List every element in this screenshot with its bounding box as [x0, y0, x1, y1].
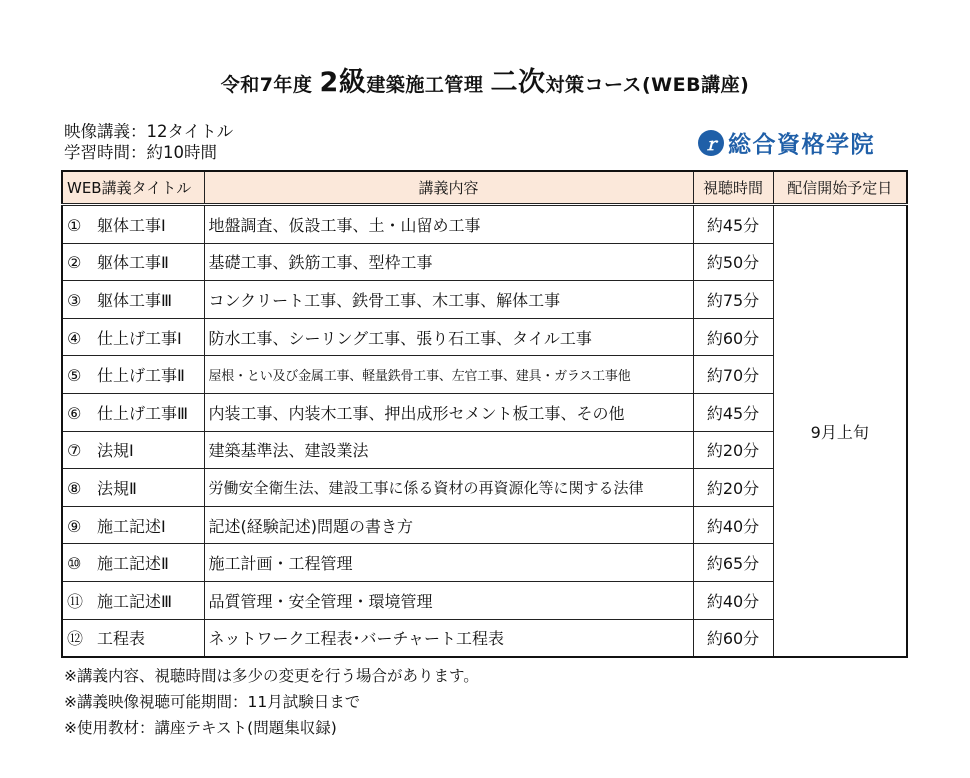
course-table: [61, 170, 908, 658]
row-number: ⑤: [67, 366, 82, 386]
note-item: ※講義内容、視聴時間は多少の変更を行う場合があります。: [64, 667, 479, 685]
row-content: ネットワーク工程表･バーチャート工程表: [204, 619, 693, 657]
header-title: WEB講義タイトル: [62, 171, 204, 205]
row-duration: 約50分: [693, 243, 773, 281]
logo-mark-icon: ｒ: [698, 130, 724, 156]
row-number: ⑨: [67, 516, 82, 536]
row-title: 躯体工事Ⅱ: [97, 253, 169, 273]
row-number: ⑩: [67, 554, 82, 574]
title-prefix: 令和7年度: [220, 74, 320, 96]
row-title: 仕上げ工事Ⅰ: [97, 328, 182, 348]
row-duration: 約65分: [693, 544, 773, 582]
row-content: 施工計画・工程管理: [204, 544, 693, 582]
table-row: [62, 205, 907, 244]
row-title: 仕上げ工事Ⅲ: [97, 403, 189, 423]
header-content: 講義内容: [204, 171, 693, 205]
row-title: 施工記述Ⅱ: [97, 554, 169, 574]
row-number: ⑪: [67, 591, 84, 611]
header-schedule: 配信開始予定日: [773, 171, 907, 205]
title-exam: 二次: [490, 67, 546, 98]
row-duration: 約20分: [693, 469, 773, 507]
row-duration: 約75分: [693, 281, 773, 319]
note-item: ※講義映像視聴可能期間：11月試験日まで: [64, 693, 361, 711]
page-title: [0, 60, 970, 99]
row-content: 防水工事、シーリング工事、張り石工事、タイル工事: [204, 318, 693, 356]
row-duration: 約20分: [693, 431, 773, 469]
course-info: [64, 121, 233, 163]
logo-name: 総合資格学院: [728, 132, 875, 158]
row-duration: 約40分: [693, 506, 773, 544]
row-title: 躯体工事Ⅲ: [97, 290, 173, 310]
row-number: ⑦: [67, 441, 82, 461]
row-duration: 約70分: [693, 356, 773, 394]
row-title: 法規Ⅰ: [97, 441, 134, 461]
schedule-cell: 9月上旬: [773, 205, 907, 658]
row-title: 施工記述Ⅰ: [97, 516, 166, 536]
title-grade: 2級: [319, 67, 367, 98]
row-duration: 約60分: [693, 619, 773, 657]
row-number: ③: [67, 290, 82, 310]
row-content: 記述(経験記述)問題の書き方: [204, 506, 693, 544]
lecture-count: 映像講義：12タイトル: [64, 122, 234, 141]
row-number: ②: [67, 253, 82, 273]
row-title: 工程表: [97, 629, 146, 649]
row-content: 基礎工事、鉄筋工事、型枠工事: [204, 243, 693, 281]
row-title: 躯体工事Ⅰ: [97, 215, 166, 235]
note-item: ※使用教材：講座テキスト(問題集収録): [64, 719, 337, 737]
school-logo: [698, 126, 875, 159]
row-duration: 約45分: [693, 205, 773, 244]
title-mid: 建築施工管理: [366, 74, 491, 96]
row-content: 地盤調査、仮設工事、土・山留め工事: [204, 205, 693, 244]
row-title: 仕上げ工事Ⅱ: [97, 366, 185, 386]
row-duration: 約45分: [693, 393, 773, 431]
row-number: ⑫: [67, 629, 84, 649]
row-duration: 約40分: [693, 581, 773, 619]
row-content: コンクリート工事、鉄骨工事、木工事、解体工事: [204, 281, 693, 319]
row-content: 労働安全衛生法、建設工事に係る資材の再資源化等に関する法律: [204, 469, 693, 507]
row-number: ①: [67, 215, 82, 235]
row-number: ⑧: [67, 478, 82, 498]
row-number: ⑥: [67, 403, 82, 423]
study-time: 学習時間：約10時間: [64, 143, 217, 162]
row-content: 品質管理・安全管理・環境管理: [204, 581, 693, 619]
header-duration: 視聴時間: [693, 171, 773, 205]
table-header-row: [62, 171, 907, 205]
footnotes: [64, 663, 479, 741]
row-title: 法規Ⅱ: [97, 478, 137, 498]
row-content: 内装工事、内装木工事、押出成形セメント板工事、その他: [204, 393, 693, 431]
title-suffix: 対策コース(WEB講座): [545, 74, 750, 96]
row-content: 屋根・とい及び金属工事、軽量鉄骨工事、左官工事、建具・ガラス工事他: [204, 356, 693, 394]
row-title: 施工記述Ⅲ: [97, 591, 173, 611]
row-duration: 約60分: [693, 318, 773, 356]
row-content: 建築基準法、建設業法: [204, 431, 693, 469]
row-number: ④: [67, 328, 82, 348]
